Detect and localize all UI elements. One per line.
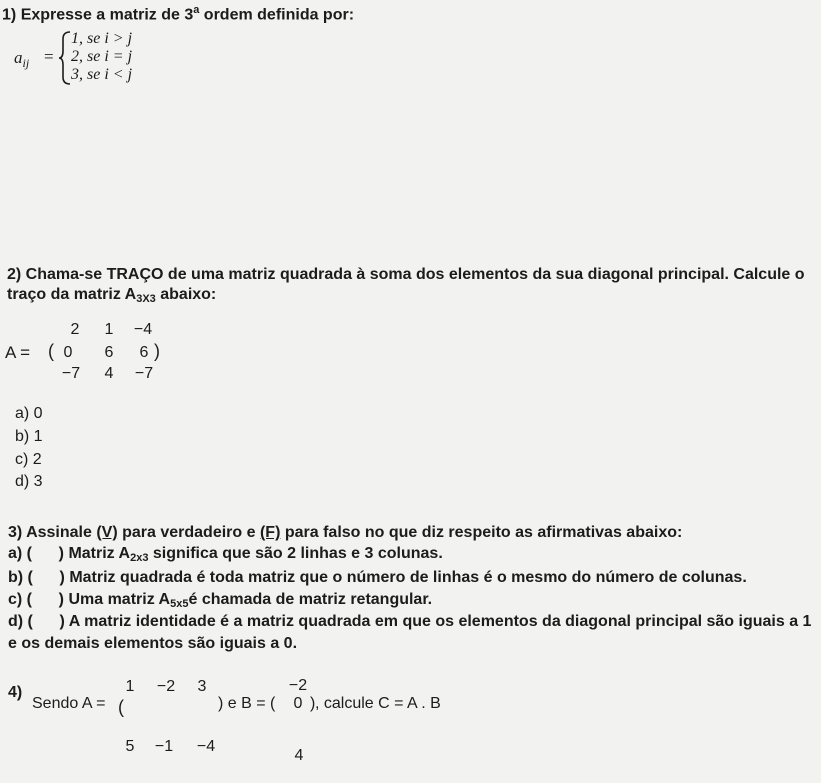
q4-a-cell: −1 [154, 738, 174, 755]
q1-aij: $a_{ij}$ [14, 48, 30, 70]
q1-order-value: 3 [184, 6, 194, 24]
q4-close-b: ) [310, 695, 316, 712]
q4-calcule: , calcule C = A . B [315, 695, 441, 712]
matrix-cell: 6 [139, 344, 149, 361]
q4-a-cell: −4 [196, 738, 216, 755]
q2-option-b: b) 1 [15, 428, 43, 445]
q3-item-b: b) ( ) Matriz quadrada é toda matriz que o número de linhas é o mesmo do número de colunas. [8, 569, 747, 586]
q1-text-after: ordem definida por: [199, 6, 355, 24]
q4-a-cell: 1 [125, 678, 135, 695]
q1-number: 1) [2, 6, 17, 24]
q4-a-cell: −2 [156, 678, 176, 695]
q1-case-3: 3, se i < j [71, 66, 133, 83]
q1-case-2: 2, se i = j [71, 48, 133, 65]
q4-and-b: ) e B = ( [218, 695, 276, 712]
q4-sendo: Sendo A = [32, 695, 106, 712]
q2-line-2: traço da matriz A3X3 abaixo: [7, 286, 217, 305]
q4-b-cell: 0 [293, 695, 303, 712]
matrix-cell: 1 [104, 321, 114, 338]
q1-order-sup: a [193, 4, 200, 16]
matrix-cell: −7 [134, 365, 154, 382]
q2-matrix-open-paren: ( [48, 341, 54, 361]
q2-option-d: d) 3 [15, 473, 43, 490]
q3-item-d-line-2: e os demais elementos são iguais a 0. [8, 635, 298, 652]
q3-heading: 3) Assinale (V) para verdadeiro e (F) para falso no que diz respeito as afirmativas abaixo: [8, 524, 683, 541]
q2-line-1: 2) Chama-se TRAÇO de uma matriz quadrada à soma dos elementos da sua diagonal principal. Calcule o [7, 266, 805, 283]
q1-case-1: 1, se i > j [71, 30, 133, 47]
q2-matrix-close-paren: ) [154, 341, 160, 361]
q4-a-open-paren: ( [118, 697, 124, 717]
matrix-cell: −7 [61, 365, 81, 382]
q2-matrix-label: A = [5, 343, 31, 362]
matrix-cell: 4 [104, 365, 114, 382]
q1-left-brace [58, 30, 72, 86]
q4-a-cell: 5 [125, 738, 135, 755]
q4-number: 4) [8, 684, 23, 701]
q2-option-c: c) 2 [15, 451, 42, 468]
q3-v-mark: (V) [96, 524, 118, 541]
q2-option-a: a) 0 [15, 405, 43, 422]
q4-b-cell: −2 [288, 677, 308, 694]
q4-a-cell: 3 [197, 678, 207, 695]
matrix-cell: 0 [63, 344, 73, 361]
matrix-cell: 6 [104, 344, 114, 361]
q1-equals: = [44, 47, 54, 66]
q3-item-d-line-1: d) ( ) A matriz identidade é a matriz quadrada em que os elementos da diagonal principal são iguais a 1 [8, 613, 812, 630]
q4-b-cell: 4 [294, 747, 304, 764]
q1-heading [2, 4, 354, 24]
matrix-cell: 2 [70, 321, 80, 338]
matrix-cell: −4 [133, 321, 153, 338]
q1-text-before: Expresse a matriz de [20, 6, 185, 24]
q3-f-mark: (F) [259, 524, 281, 541]
q3-item-a: a) ( ) Matriz A2x3 significa que são 2 linhas e 3 colunas. [8, 545, 443, 564]
q3-item-c: c) ( ) Uma matriz A5x5é chamada de matriz retangular. [8, 591, 433, 610]
